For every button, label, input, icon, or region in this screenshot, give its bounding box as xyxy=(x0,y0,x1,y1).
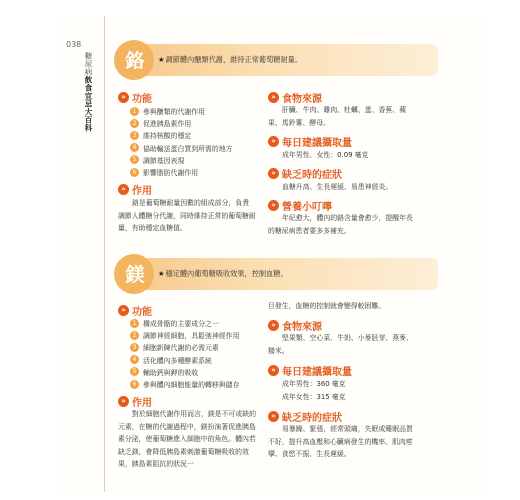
list-item xyxy=(130,142,233,154)
function-title: 功能 xyxy=(132,93,152,105)
function-text: 調節基因表現 xyxy=(143,156,185,165)
function-text: 促進胰島素作用 xyxy=(143,120,192,129)
deficiency-heading xyxy=(268,409,342,423)
double-chevron-right-icon: » xyxy=(268,136,279,147)
nutrient-description xyxy=(158,258,288,290)
deficiency-paragraph xyxy=(268,423,418,461)
action-heading xyxy=(118,182,152,196)
tip-text: 年紀愈大，體內的鉻含量會愈少，提醒年長的糖尿病患者要多多補充。 xyxy=(268,214,413,235)
deficiency-heading xyxy=(268,166,342,180)
food-title: 食物來源 xyxy=(282,93,322,105)
star-icon: ★ xyxy=(158,269,165,278)
number-badge: 1 xyxy=(130,107,139,116)
tip-title: 營養小叮嚀 xyxy=(282,201,332,213)
nutrient-banner-magnesium xyxy=(116,258,438,290)
function-text: 構成骨骼的主要成分之一 xyxy=(143,320,219,329)
food-text: 肝臟、牛肉、雞肉、牡蠣、蛋、香蕉、蘋果、馬鈴薯、酵母。 xyxy=(268,106,407,127)
number-badge: 2 xyxy=(130,331,139,340)
number-badge: 6 xyxy=(130,168,139,177)
function-list xyxy=(130,105,233,178)
function-text: 細胞新陳代謝的必需元素 xyxy=(143,344,219,353)
list-item xyxy=(130,378,239,390)
food-heading xyxy=(268,318,322,332)
action-text: 對於細胞代謝作用而言，鎂是不可或缺的元素，在糖的代謝過程中，鎂扮演著促進胰島素分泌，使葡萄糖進入細胞中的角色。體內若缺乏鎂，會降低胰島素刺激葡萄糖吸收的效果，胰島素阻抗的狀況一 xyxy=(118,410,257,469)
food-title: 食物來源 xyxy=(282,321,322,333)
intake-title: 每日建議攝取量 xyxy=(282,137,352,149)
side-title-plain: 糖尿病 xyxy=(84,52,93,76)
double-chevron-right-icon: » xyxy=(268,411,279,422)
number-badge: 2 xyxy=(130,119,139,128)
double-chevron-right-icon: » xyxy=(268,320,279,331)
double-chevron-right-icon: » xyxy=(268,92,279,103)
continued-paragraph: 旦發生，血糖的控制就會變得較困難。 xyxy=(268,302,386,310)
double-chevron-right-icon: » xyxy=(118,184,129,195)
double-chevron-right-icon: » xyxy=(268,200,279,211)
deficiency-text: 血糖升高、生長遲緩、易患神經炎。 xyxy=(282,183,393,191)
food-text: 堅果類、空心菜、牛奶、小麥胚芽、燕麥、糙米。 xyxy=(268,334,413,355)
action-paragraph xyxy=(118,197,256,235)
number-badge: 4 xyxy=(130,143,139,152)
double-chevron-right-icon: » xyxy=(118,396,129,407)
function-text: 影響脂肪代謝作用 xyxy=(143,169,199,178)
function-text: 協助輸送蛋白質到所需的地方 xyxy=(143,144,233,153)
function-heading xyxy=(118,90,152,104)
list-item xyxy=(130,166,233,178)
number-badge: 5 xyxy=(130,155,139,164)
action-paragraph xyxy=(118,408,258,471)
double-chevron-right-icon: » xyxy=(118,305,129,316)
list-item xyxy=(130,105,233,117)
number-badge: 3 xyxy=(130,343,139,352)
nutrient-description-text: 穩定體內葡萄糖吸收效果，控制血糖。 xyxy=(165,269,288,278)
function-text: 維持核酸的穩定 xyxy=(143,132,192,141)
action-text: 鉻是葡萄糖耐量因數的組成部分，負責調節人體糖分代謝，同時維持正常的葡萄糖耐量，有助穩定血糖值。 xyxy=(118,199,256,233)
nutrient-char: 鉻 xyxy=(125,50,145,72)
number-badge: 4 xyxy=(130,355,139,364)
intake-line: 成年男性：360 毫克 xyxy=(282,380,346,388)
star-icon: ★ xyxy=(158,55,165,64)
list-item xyxy=(130,366,239,378)
double-chevron-right-icon: » xyxy=(268,365,279,376)
function-title: 功能 xyxy=(132,306,152,318)
function-text: 參與體內細胞能量的轉移與儲存 xyxy=(143,381,240,390)
list-item xyxy=(130,154,233,166)
nutrient-banner-chromium xyxy=(116,44,438,76)
action-title: 作用 xyxy=(132,185,152,197)
list-item xyxy=(130,341,239,353)
function-text: 輔助鈣與鉀的吸收 xyxy=(143,368,199,377)
action-heading xyxy=(118,394,152,408)
intake-line: 成年女性：315 毫克 xyxy=(282,393,346,401)
list-item xyxy=(130,317,239,329)
number-badge: 6 xyxy=(130,380,139,389)
intake-title: 每日建議攝取量 xyxy=(282,366,352,378)
double-chevron-right-icon: » xyxy=(268,168,279,179)
nutrient-char: 鎂 xyxy=(125,264,145,286)
food-heading xyxy=(268,90,322,104)
action-title: 作用 xyxy=(132,397,152,409)
nutrient-description xyxy=(158,44,302,76)
tip-paragraph xyxy=(268,212,416,237)
number-badge: 1 xyxy=(130,319,139,328)
tip-heading xyxy=(268,198,332,212)
intake-line: 成年男性、女性：0.09 毫克 xyxy=(282,151,369,159)
function-text: 調節神經細胞，具鬆弛神經作用 xyxy=(143,332,240,341)
nutrient-description-text: 調節體內醣類代謝，維持正常葡萄糖耐量。 xyxy=(165,55,303,64)
list-item xyxy=(130,129,233,141)
page-number: 038 xyxy=(66,40,82,49)
margin-divider xyxy=(104,16,105,492)
list-item xyxy=(130,354,239,366)
function-text: 參與醣類的代謝作用 xyxy=(143,108,206,117)
function-list xyxy=(130,317,239,390)
deficiency-title: 缺乏時的症狀 xyxy=(282,412,342,424)
number-badge: 3 xyxy=(130,131,139,140)
deficiency-title: 缺乏時的症狀 xyxy=(282,169,342,181)
intake-heading xyxy=(268,363,352,377)
deficiency-text: 易暴躁、緊張，經常頭痛，失眠或睡眠品質不好，提升高血壓和心臟病發生的機率、肌肉痙攣、食慾不振、生長遲緩。 xyxy=(268,425,413,459)
list-item xyxy=(130,329,239,341)
side-title-bold: 飲食宜忌大百科 xyxy=(84,76,93,132)
intake-heading xyxy=(268,134,352,148)
function-text: 活化體內多種酵素系統 xyxy=(143,356,212,365)
list-item xyxy=(130,117,233,129)
function-heading xyxy=(118,303,152,317)
food-paragraph xyxy=(268,104,416,129)
number-badge: 5 xyxy=(130,367,139,376)
side-book-title xyxy=(82,52,92,132)
food-paragraph xyxy=(268,332,418,357)
double-chevron-right-icon: » xyxy=(118,92,129,103)
